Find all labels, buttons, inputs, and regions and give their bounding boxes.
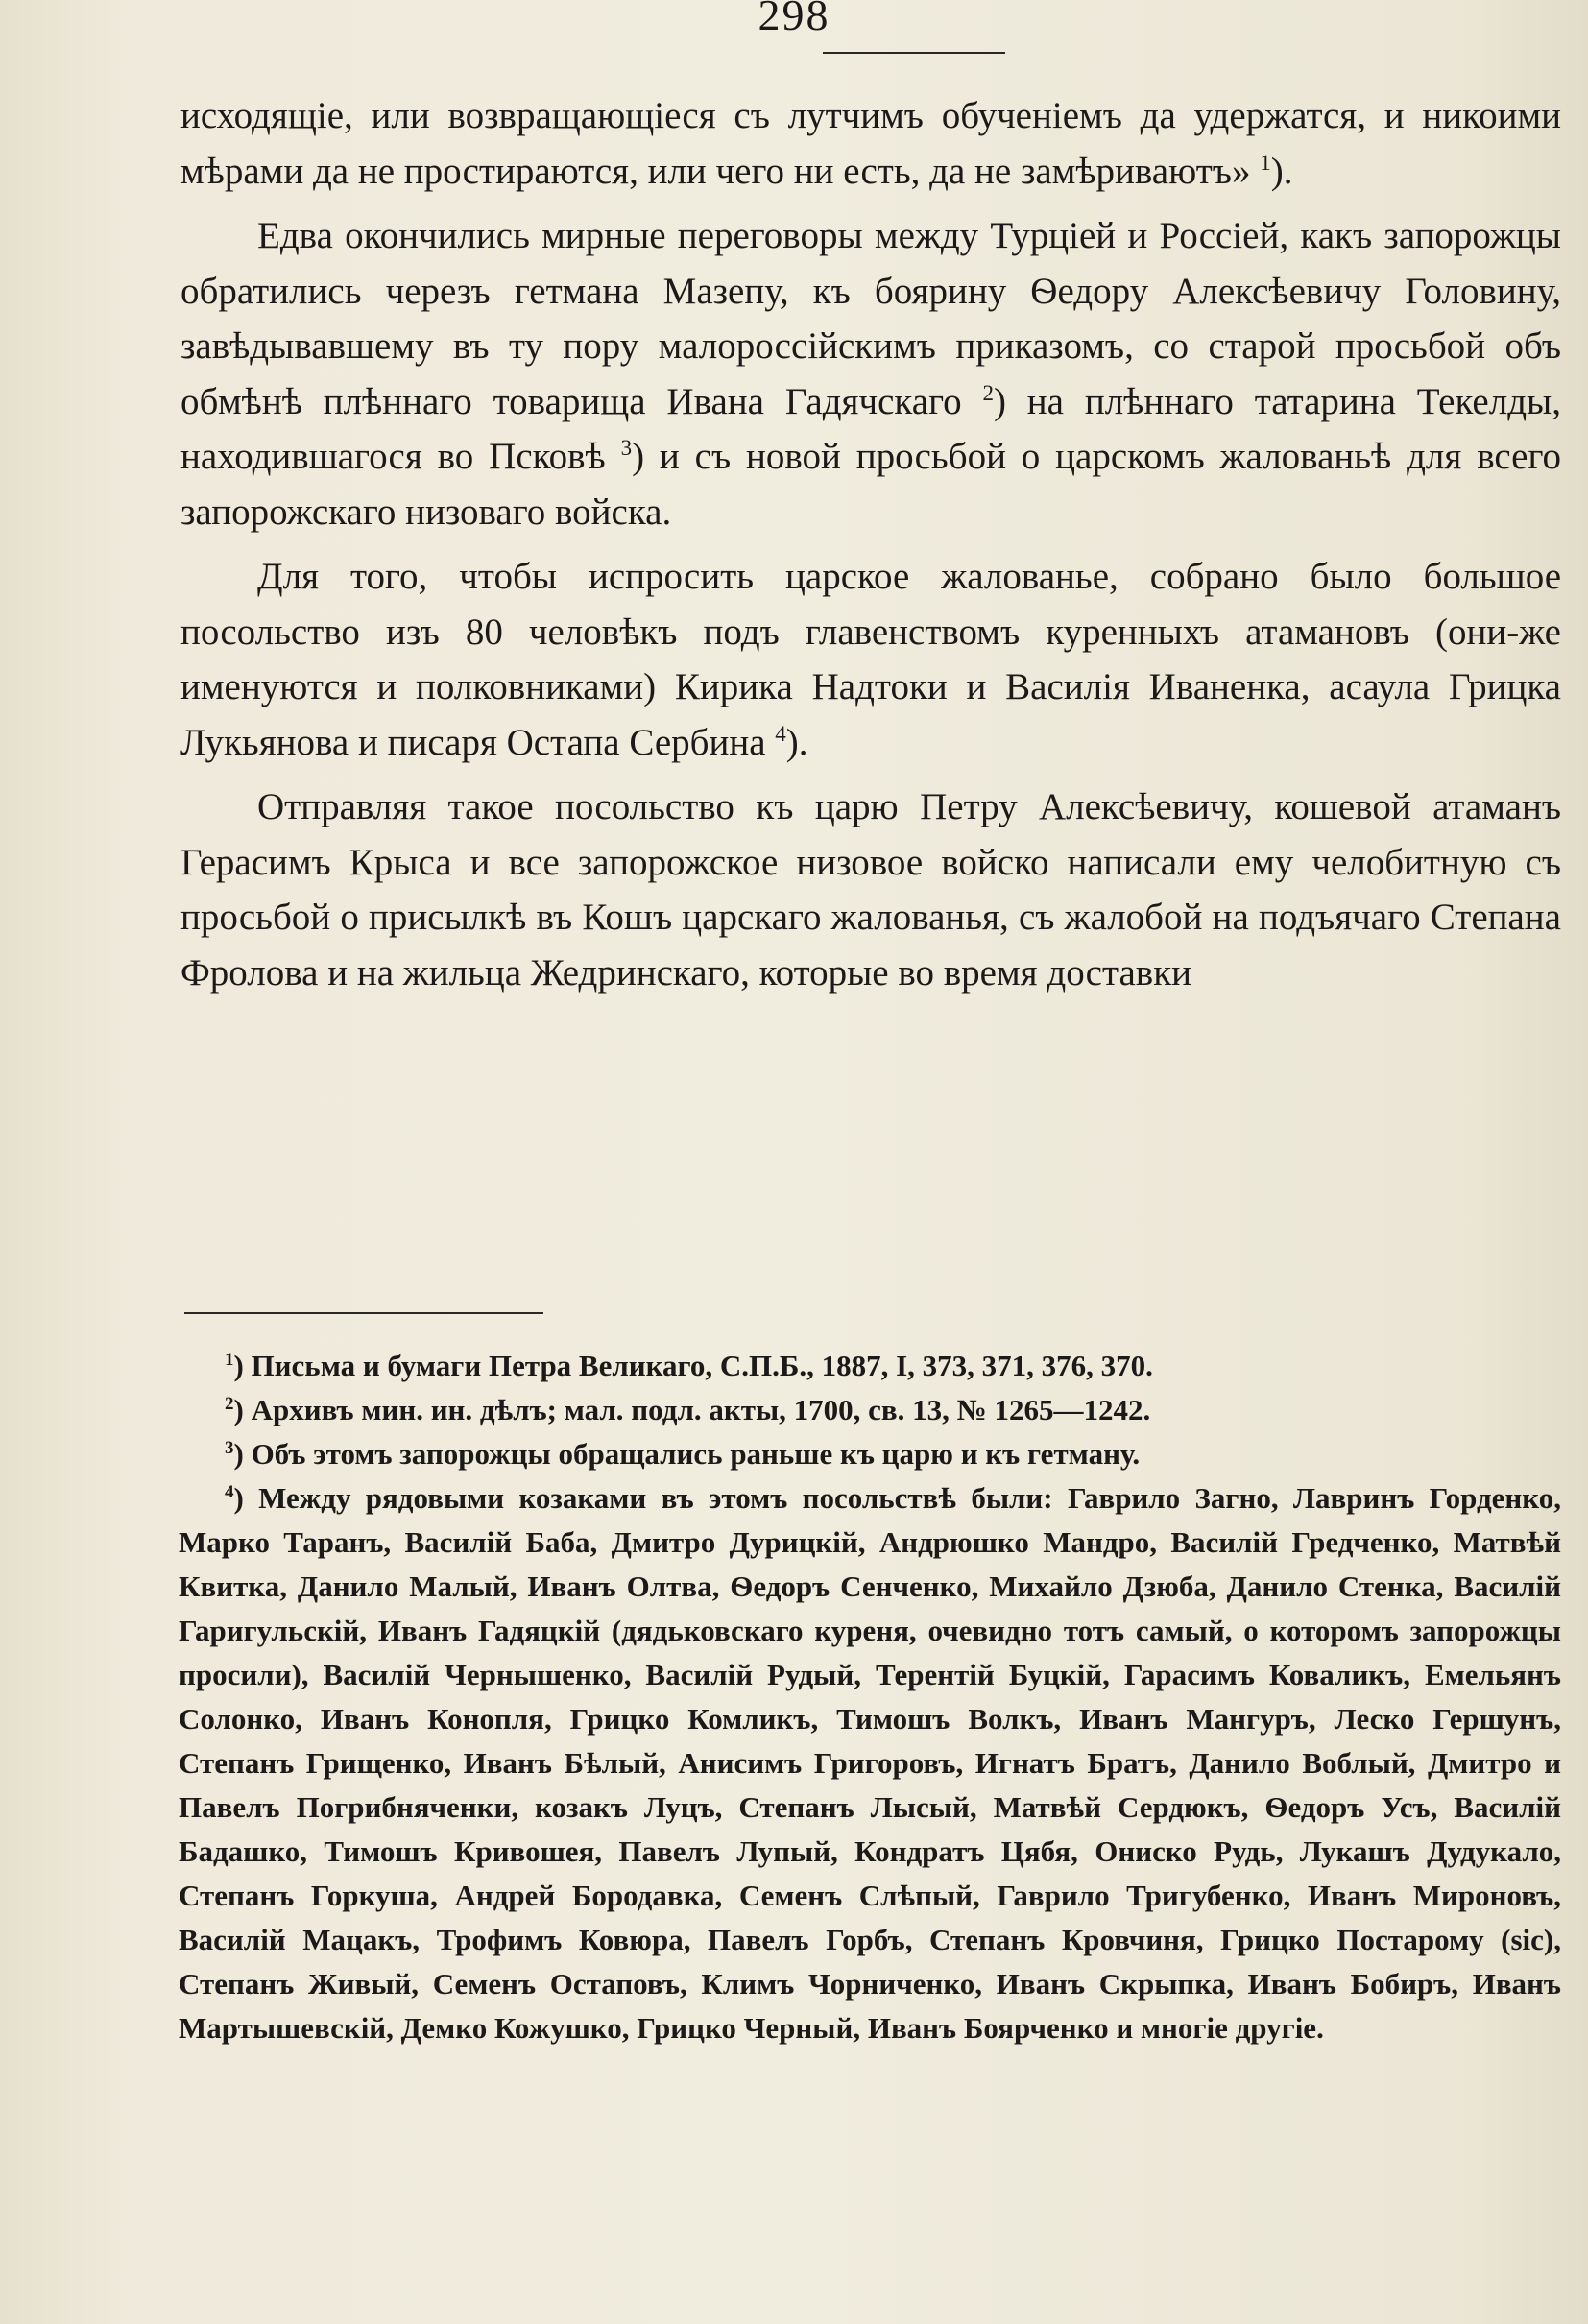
text-run: ) на плѣннаго татарина Текелды, находившагося во Псковѣ [180, 380, 1561, 477]
paragraph [180, 549, 1561, 770]
footnote-text: ) Архивъ мин. ин. дѣлъ; мал. подл. акты, 1700, св. 13, № 1265—1242. [233, 1393, 1151, 1426]
footnote-separator [184, 1312, 543, 1314]
footnote-mark: 3 [225, 1438, 234, 1458]
footnote-text: ) Объ этомъ запорожцы обращались раньше къ царю и къ гетману. [233, 1437, 1141, 1471]
footnote [179, 1344, 1561, 1388]
text-run: Для того, чтобы испросить царское жалованье, собрано было большое посольство изъ 80 человѣкъ подъ главенствомъ куренныхъ атамановъ (они-же именуются и полковниками) Кирика Надтоки и Василія Иваненка, асаула Грицка Лукьянова и писаря Остапа Сербина [180, 556, 1561, 763]
footnote-mark: 1 [225, 1350, 234, 1370]
text-run: ). [785, 721, 808, 763]
footnote [179, 1432, 1561, 1476]
paragraph [180, 779, 1561, 1000]
body-text [180, 88, 1561, 1010]
footnote-reference: 1 [1260, 150, 1271, 175]
footnotes [179, 1344, 1561, 2050]
footnote-mark: 2 [225, 1394, 234, 1414]
footnote-reference: 2 [982, 380, 994, 405]
footnote [179, 1388, 1561, 1432]
text-run: Отправляя такое посольство къ царю Петру Алексѣевичу, кошевой атаманъ Герасимъ Крыса и все запорожское низовое войско написали ему челобитную съ просьбой о присылкѣ въ Кошъ царскаго жалованья, съ жалобой на подъячаго Степана Фролова и на жильца Жедринскаго, которые во время доставки [180, 786, 1561, 994]
page-number-rule [823, 52, 1005, 54]
paragraph [180, 88, 1561, 199]
text-run: ). [1270, 150, 1293, 192]
text-run: Едва окончились мирные переговоры между Турціей и Россіей, какъ запорожцы обратились черезъ гетмана Мазепу, къ боярину Ѳедору Алексѣевичу Головину, завѣдывавшему въ ту пору малороссійскимъ приказомъ, со старой просьбой объ обмѣнѣ плѣннаго товарища Ивана Гадячскаго [180, 215, 1561, 422]
footnote [179, 1476, 1561, 2050]
text-run: исходящіе, или возвращающіеся съ лутчимъ обученіемъ да удержатся, и никоими мѣрами да не простираются, или чего ни есть, да не замѣриваютъ» [180, 95, 1561, 192]
footnote-text: ) Письма и бумаги Петра Великаго, С.П.Б., 1887, I, 373, 371, 376, 370. [233, 1349, 1153, 1382]
footnote-reference: 4 [775, 721, 786, 746]
footnote-mark: 4 [225, 1482, 234, 1502]
paragraph [180, 208, 1561, 539]
text-run: ) и съ новой просьбой о царскомъ жалованьѣ для всего запорожскаго низоваго войска. [180, 436, 1561, 533]
footnote-text: ) Между рядовыми козаками въ этомъ посольствѣ были: Гаврило Загно, Лавринъ Горденко, Марко Таранъ, Василій Баба, Дмитро Дурицкій, Андрюшко Мандро, Василій Гредченко, Матвѣй Квитка, Данило Малый, Иванъ Олтва, Ѳедоръ Сенченко, Михайло Дзюба, Данило Стенка, Василій Гаригульскій, Иванъ Гадяцкій (дядьковскаго куреня, очевидно тотъ самый, о которомъ запорожцы просили), Василій Чернышенко, Василій Рудый, Терентій Буцкій, Гарасимъ Коваликъ, Емельянъ Солонко, Иванъ Конопля, Грицко Комликъ, Тимошъ Волкъ, Иванъ Мангуръ, Леско Гершунъ, Степанъ Грищенко, Иванъ Бѣлый, Анисимъ Григоровъ, Игнатъ Братъ, Данило Воблый, Дмитро и Павелъ Погрибняченки, козакъ Луцъ, Степанъ Лысый, Матвѣй Сердюкъ, Ѳедоръ Усъ, Василій Бадашко, Тимошъ Кривошея, Павелъ Лупый, Кондратъ Цябя, Ониско Рудь, Лукашъ Дудукало, Степанъ Горкуша, Андрей Бородавка, Семенъ Слѣпый, Гаврило Тригубенко, Иванъ Мироновъ, Василій Мацакъ, Трофимъ Ковюра, Павелъ Горбъ, Степанъ Кровчиня, Грицко Постарому (sic), Степанъ Живый, Семенъ Остаповъ, Климъ Чорниченко, Иванъ Скрыпка, Иванъ Бобиръ, Иванъ Мартышевскій, Демко Кожушко, Грицко Черный, Иванъ Боярченко и многіе другіе. [179, 1481, 1561, 2045]
page-number: 298 [758, 0, 830, 39]
footnote-reference: 3 [620, 436, 633, 460]
